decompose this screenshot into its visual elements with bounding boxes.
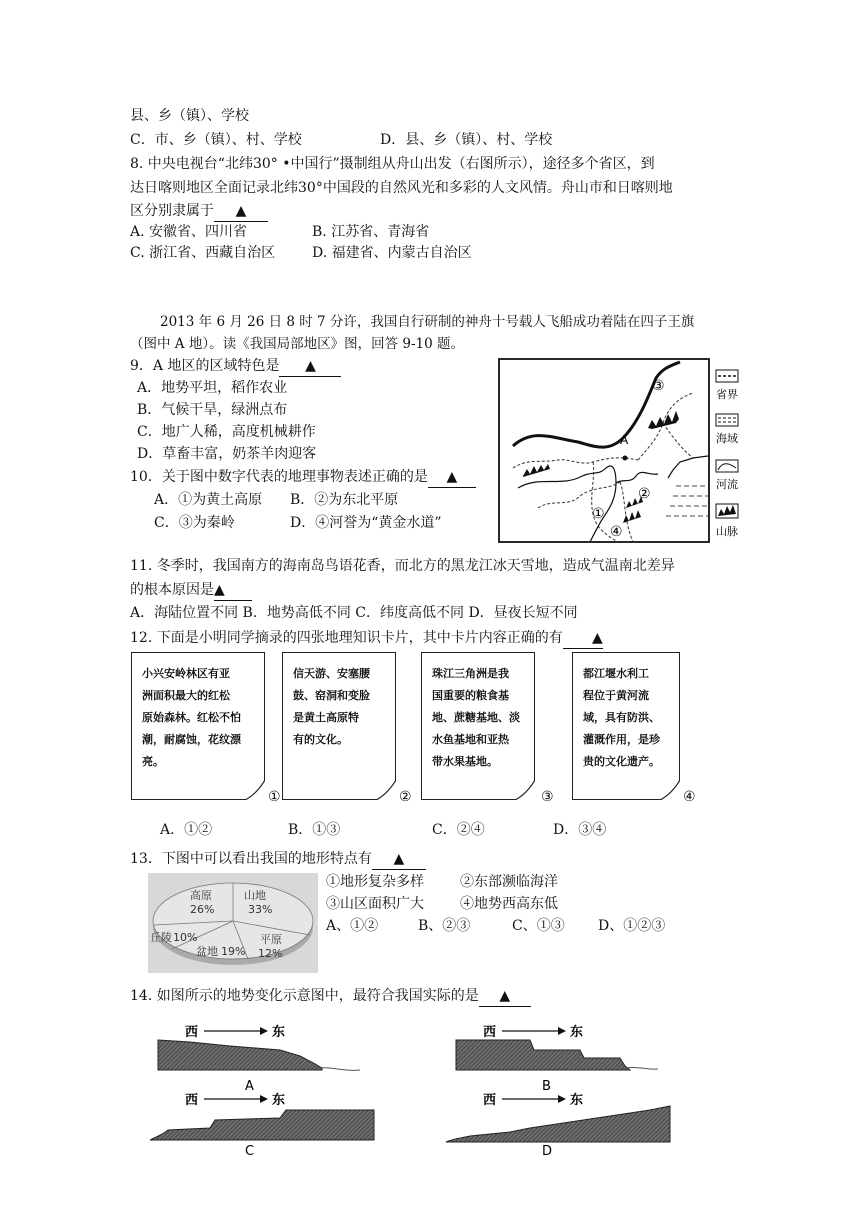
q11-text: 的根本原因是 [130,582,214,598]
arrow-right-icon [558,1027,566,1035]
pie-label-mountain-pct: 33% [248,903,273,916]
diagram-c [150,1092,374,1157]
q12-stem [130,628,603,649]
arrow-right-icon [260,1027,268,1035]
diagram-d-label: D [542,1144,553,1157]
knowledge-card-2 [282,652,396,800]
q9-option-c: C．地广人稀，高度机械耕作 [137,424,316,440]
china-region-map [498,358,748,546]
q13-choice-3: ③山区面积广大 [326,896,424,912]
pie-label-hill-pct: 10% [173,931,198,944]
page-fold-icon [245,780,265,800]
card-4-text: 都江堰水利工 程位于黄河流 域，具有防洪、 灌溉作用，是珍 贵的文化遗产。 [583,667,660,768]
intro-line-1: 2013 年 6 月 26 日 8 时 7 分许，我国自行研制的神舟十号载人飞船成功着陆在四子王旗 [160,314,695,330]
diagram-a-west: 西 [185,1025,199,1040]
card-3-number: ③ [541,789,554,805]
q14-text: 14. 如图所示的地势变化示意图中，最符合我国实际的是 [130,988,479,1004]
q8-stem-end: 区分别隶属于 [130,203,214,219]
q13-option-d: D、①②③ [598,918,666,934]
map-number-3: ③ [652,378,665,394]
q9-option-a: A．地势平坦，稻作农业 [137,380,288,396]
terrain-profile-a [158,1040,322,1070]
diagram-d-east: 东 [570,1093,584,1108]
q13-answer-blank[interactable]: ▲ [372,849,426,870]
q11-answer-blank[interactable]: ▲ [214,580,252,601]
q8-option-c: C. 浙江省、西藏自治区 [130,245,276,261]
q10-option-d: D．④河誉为“黄金水道” [290,515,442,531]
diagram-a-east: 东 [272,1025,286,1040]
pie-label-plateau-pct: 26% [190,903,215,916]
pie-label-plateau-name: 高原 [190,889,212,902]
map-number-4: ④ [610,524,623,540]
page-fold-icon [376,780,396,800]
q12-answer-blank[interactable]: ▲ [563,628,603,649]
intro-line-2: （图中 A 地）。读《我国局部地区》图，回答 9-10 题。 [130,336,464,352]
map-label-a: A [620,433,629,447]
q10-stem [130,467,476,488]
q8-line-2: 达日喀则地区全面记录北纬30°中国段的自然风光和多彩的人文风情。舟山市和日喀则地 [130,180,673,196]
q13-text: 13．下图中可以看出我国的地形特点有 [130,851,372,867]
card-1-number: ① [268,789,281,805]
q12-text: 12. 下面是小明同学摘录的四张地理知识卡片，其中卡片内容正确的有 [130,630,563,646]
terrain-diagrams [150,1012,680,1157]
diagram-c-label: C [245,1144,255,1157]
diagram-b-label: B [542,1079,551,1094]
q12-option-a: A．①② [160,822,213,838]
point-a-marker [623,456,628,461]
terrain-profile-d [446,1106,670,1142]
q11-line-1: 11. 冬季时，我国南方的海南岛鸟语花香，而北方的黑龙江冰天雪地，造成气温南北差异 [130,558,675,574]
q10-answer-blank[interactable]: ▲ [428,467,476,488]
q13-choice-4: ④地势西高东低 [460,896,558,912]
option-c-prev: C．市、乡（镇）、村、学校 [130,132,302,148]
diagram-b-west: 西 [483,1025,497,1040]
legend-river: 河流 [716,478,738,491]
q8-line-3 [130,201,268,222]
pie-label-plain-pct: 12% [258,947,283,960]
page-fold-icon [515,780,535,800]
arrow-right-icon [260,1095,268,1103]
diagram-d [446,1092,670,1157]
pie-label-mountain-name: 山地 [244,889,266,902]
q11-line-2 [130,580,252,601]
q14-stem [130,986,531,1007]
q11-options: A．海陆位置不同 B．地势高低不同 C．纬度高低不同 D．昼夜长短不同 [130,605,578,621]
pie-label-hill-name: 丘陵 [150,931,172,944]
knowledge-card-4 [572,652,680,800]
q8-option-a: A. 安徽省、四川省 [130,224,248,240]
terrain-pie-chart [148,873,318,973]
q12-option-d: D．③④ [553,822,607,838]
terrain-profile-b [456,1040,630,1070]
q13-choice-1: ①地形复杂多样 [326,874,424,890]
card-3-text: 珠江三角洲是我 国重要的粮食基 地、蔗糖基地、淡 水鱼基地和亚热 带水果基地。 [432,667,520,768]
arrow-right-icon [558,1095,566,1103]
q13-stem [130,849,426,870]
map-number-1: ① [592,506,605,522]
q13-option-c: C、①③ [512,918,565,934]
legend-sea: 海域 [716,432,738,445]
diagram-b [456,1024,658,1094]
q10-text: 10．关于图中数字代表的地理事物表述正确的是 [130,469,428,485]
card-4-number: ④ [683,789,696,805]
q9-stem [130,356,341,377]
q12-option-c: C．②④ [432,822,485,838]
card-1-text: 小兴安岭林区有亚 洲面积最大的红松 原始森林。红松不怕 潮，耐腐蚀，花纹漂 亮。 [142,667,241,768]
pie-label-plain-name: 平原 [260,933,282,946]
diagram-a-label: A [245,1079,254,1094]
legend-mountain: 山脉 [716,525,738,538]
q8-line-1: 8. 中央电视台“北纬30° •中国行”摄制组从舟山出发（右图所示），途径多个省区，到 [130,156,655,172]
card-2-number: ② [399,789,412,805]
text-line-1: 县、乡（镇）、学校 [130,108,249,124]
q8-option-d: D. 福建省、内蒙古自治区 [312,245,472,261]
map-number-2: ② [638,486,651,502]
q12-option-b: B．①③ [288,822,341,838]
page-fold-icon [660,780,680,800]
diagram-b-east: 东 [570,1025,584,1040]
diagram-a [158,1024,360,1094]
q10-option-c: C．③为秦岭 [154,515,235,531]
q9-answer-blank[interactable]: ▲ [279,356,341,377]
option-d-prev: D．县、乡（镇）、村、学校 [380,132,553,148]
q9-option-b: B．气候干旱，绿洲点布 [137,402,288,418]
knowledge-card-1 [131,652,265,800]
q10-option-b: B．②为东北平原 [290,492,399,508]
q13-option-a: A、①② [326,918,379,934]
q8-option-b: B. 江苏省、青海省 [312,224,430,240]
q13-option-b: B、②③ [418,918,471,934]
q10-option-a: A．①为黄土高原 [154,492,263,508]
pie-label-basin-name: 盆地 [196,945,218,958]
q9-text: 9．A 地区的区域特色是 [130,358,280,374]
terrain-profile-c [150,1110,374,1140]
legend-province: 省界 [716,388,738,401]
diagram-c-east: 东 [272,1093,286,1108]
q8-answer-blank[interactable]: ▲ [214,201,268,222]
diagram-c-west: 西 [185,1093,199,1108]
card-2-text: 信天游、安塞腰 鼓、窑洞和变脸 是黄土高原特 有的文化。 [293,667,370,746]
knowledge-card-3 [421,652,535,800]
q9-option-d: D．草畜丰富，奶茶羊肉迎客 [137,446,317,462]
q14-answer-blank[interactable]: ▲ [479,986,531,1007]
sea-line-b [625,1067,658,1069]
q13-choice-2: ②东部濒临海洋 [460,874,558,890]
pie-label-basin-pct: 19% [221,945,246,958]
diagram-d-west: 西 [483,1093,497,1108]
